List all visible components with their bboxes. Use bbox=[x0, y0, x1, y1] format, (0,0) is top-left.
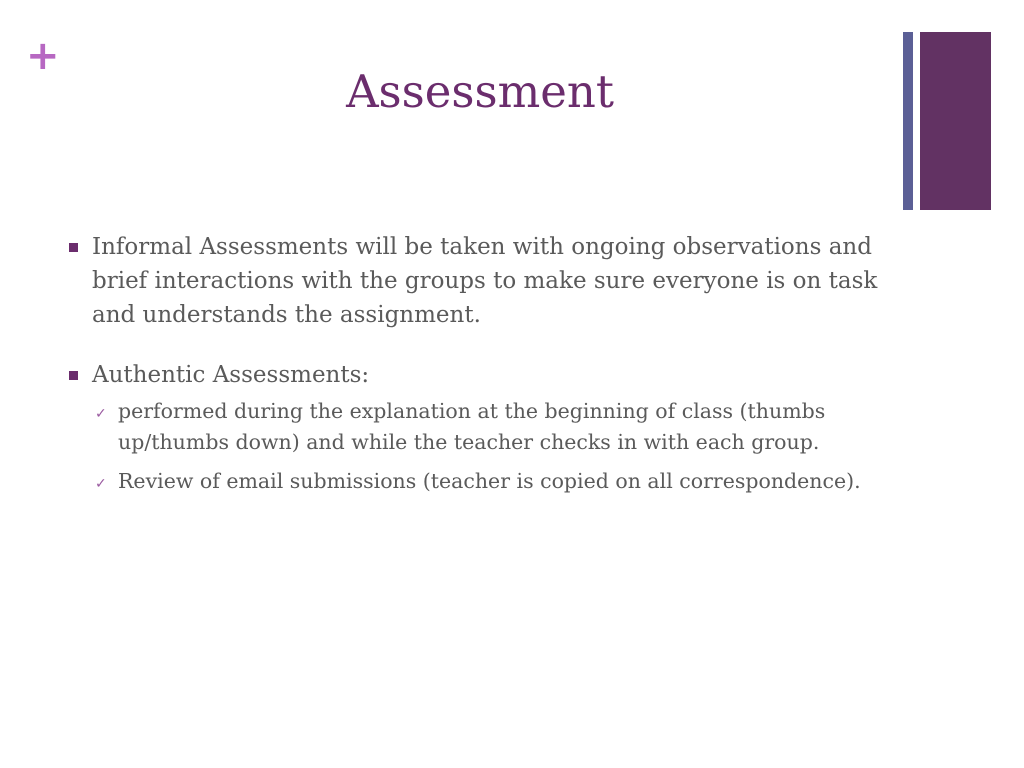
sub-bullet-text: Review of email submissions (teacher is copied on all correspondence). bbox=[118, 469, 861, 493]
plus-icon: + bbox=[26, 33, 60, 79]
decorative-bar-thin bbox=[903, 32, 913, 210]
square-bullet-icon bbox=[69, 371, 78, 380]
bullet-list bbox=[66, 230, 886, 523]
decorative-bar-thick bbox=[920, 32, 991, 210]
sub-bullet-item bbox=[92, 396, 886, 458]
bullet-text: Informal Assessments will be taken with ongoing observations and brief interactions with the groups to make sure everyone is on task and understands the assignment. bbox=[92, 234, 878, 328]
checkmark-icon: ✓ bbox=[95, 406, 107, 422]
square-bullet-icon bbox=[69, 243, 78, 252]
checkmark-icon: ✓ bbox=[95, 476, 107, 492]
sub-bullet-item bbox=[92, 466, 886, 497]
bullet-item-authentic bbox=[66, 358, 886, 497]
sub-bullet-list bbox=[92, 396, 886, 497]
slide-title: Assessment bbox=[346, 65, 614, 118]
sub-bullet-text: performed during the explanation at the beginning of class (thumbs up/thumbs down) and while the teacher checks in with each group. bbox=[118, 399, 826, 454]
bullet-item-informal bbox=[66, 230, 886, 332]
bullet-text: Authentic Assessments: bbox=[92, 362, 370, 388]
